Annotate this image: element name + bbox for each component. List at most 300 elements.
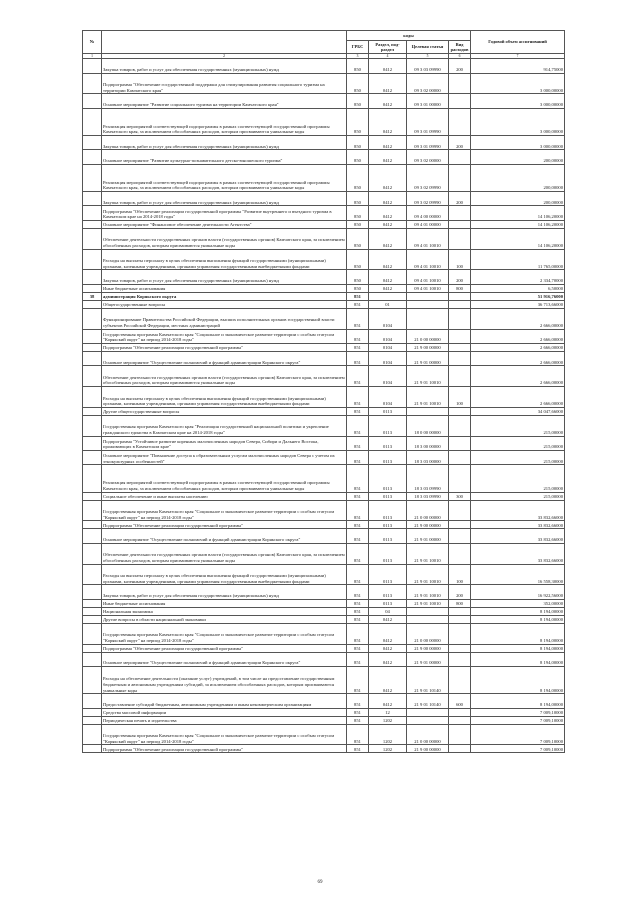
- table-row: [83, 135, 565, 149]
- row-amount: 11 765,00000: [471, 249, 565, 270]
- row-grbs: 851: [347, 694, 369, 708]
- table-row: [83, 206, 565, 220]
- row-target-article: 21 9 01 10010: [407, 543, 449, 564]
- row-expense-type: 200: [449, 191, 471, 205]
- row-name: Государственная программа Камчатского края "Социальное и экономическое развитие территории с особым статусом "Корякский округ" на период 2014-2018 годы": [102, 500, 347, 521]
- table-row: [83, 644, 565, 652]
- row-target-article: 09 3 01 09990: [407, 108, 449, 135]
- row-amount: 2 666,00000: [471, 366, 565, 387]
- row-number: [83, 343, 102, 351]
- row-number: [83, 667, 102, 694]
- row-grbs: 851: [347, 492, 369, 500]
- row-name: Подпрограмма "Обеспечение реализации государственной программы": [102, 521, 347, 529]
- row-razdel: 0412: [369, 249, 407, 270]
- row-target-article: 18 3 03 09990: [407, 465, 449, 492]
- row-number: [83, 249, 102, 270]
- table-row: [83, 329, 565, 343]
- row-expense-type: [449, 292, 471, 300]
- row-target-article: 09 3 01 09990: [407, 135, 449, 149]
- table-row: [83, 716, 565, 724]
- row-razdel: 0412: [369, 73, 407, 94]
- col-index: 7: [471, 54, 565, 59]
- table-row: [83, 249, 565, 270]
- row-expense-type: 200: [449, 270, 471, 284]
- row-grbs: 851: [347, 407, 369, 415]
- row-expense-type: 200: [449, 135, 471, 149]
- codes-header: коды: [347, 31, 471, 41]
- row-grbs: 851: [347, 387, 369, 408]
- row-target-article: 21 9 00 00000: [407, 745, 449, 753]
- row-amount: 34 047,66000: [471, 407, 565, 415]
- row-expense-type: [449, 529, 471, 543]
- row-name: Закупка товаров, работ и услуг для обеспечения государственных (муниципальных) нужд: [102, 585, 347, 599]
- table-row: [83, 529, 565, 543]
- row-name: Расходы на выплаты персоналу в целях обеспечения выполнения функций государственными (муниципальными) органами, казенными учреждениями, органами управления государственными внебюджетными фондами: [102, 249, 347, 270]
- row-name: Реализация мероприятий соответствующей подпрограммы в рамках соответствующей государственной программы Камчатского края, за исключением обособленных расходов, которым присваиваются уникальные коды: [102, 108, 347, 135]
- row-grbs: 851: [347, 500, 369, 521]
- row-grbs: 851: [347, 465, 369, 492]
- row-target-article: [407, 407, 449, 415]
- table-row: [83, 292, 565, 300]
- row-name: Государственная программа Камчатского края "Социальное и экономическое развитие территории с особым статусом "Корякский округ" на период 2014-2018 годы": [102, 623, 347, 644]
- row-number: [83, 150, 102, 164]
- row-grbs: 851: [347, 292, 369, 300]
- table-row: [83, 451, 565, 465]
- row-amount: 8 194,00000: [471, 652, 565, 666]
- row-grbs: 851: [347, 623, 369, 644]
- row-expense-type: [449, 724, 471, 745]
- row-razdel: 0412: [369, 615, 407, 623]
- row-grbs: 851: [347, 529, 369, 543]
- row-grbs: 850: [347, 73, 369, 94]
- row-expense-type: 800: [449, 284, 471, 292]
- row-target-article: 18 3 00 00000: [407, 436, 449, 450]
- table-row: [83, 366, 565, 387]
- row-name: Закупка товаров, работ и услуг для обеспечения государственных (муниципальных) нужд: [102, 270, 347, 284]
- row-target-article: [407, 308, 449, 329]
- row-name: Иные бюджетные ассигнования: [102, 284, 347, 292]
- row-target-article: [407, 300, 449, 308]
- row-grbs: 850: [347, 94, 369, 108]
- row-razdel: 0412: [369, 694, 407, 708]
- row-target-article: 09 4 01 10010: [407, 284, 449, 292]
- row-amount: 200,00000: [471, 150, 565, 164]
- row-target-article: 09 3 01 00000: [407, 94, 449, 108]
- table-row: [83, 415, 565, 436]
- row-expense-type: [449, 465, 471, 492]
- row-name: Основное мероприятие "Повышение доступа к образовательным услугам малочисленных народов Севера с учетом их этнокультурных особенностей": [102, 451, 347, 465]
- row-razdel: 0104: [369, 387, 407, 408]
- row-target-article: 18 3 03 00000: [407, 451, 449, 465]
- row-number: [83, 465, 102, 492]
- row-target-article: 21 0 00 00000: [407, 500, 449, 521]
- row-expense-type: 200: [449, 585, 471, 599]
- row-amount: 3 000,00000: [471, 135, 565, 149]
- row-expense-type: [449, 451, 471, 465]
- row-razdel: 0412: [369, 150, 407, 164]
- table-row: [83, 228, 565, 249]
- row-amount: 914,75000: [471, 59, 565, 73]
- row-razdel: 12: [369, 708, 407, 716]
- row-expense-type: [449, 366, 471, 387]
- row-grbs: 851: [347, 585, 369, 599]
- row-target-article: [407, 716, 449, 724]
- row-target-article: 09 4 01 00000: [407, 220, 449, 228]
- row-target-article: 21 9 01 00000: [407, 351, 449, 365]
- row-grbs: 851: [347, 521, 369, 529]
- table-row: [83, 351, 565, 365]
- row-expense-type: [449, 351, 471, 365]
- budget-table: [82, 30, 565, 753]
- row-target-article: 21 9 01 00000: [407, 652, 449, 666]
- row-grbs: 851: [347, 745, 369, 753]
- row-name: Периодическая печать и издательства: [102, 716, 347, 724]
- row-number: [83, 73, 102, 94]
- row-target-article: 21 0 00 00000: [407, 724, 449, 745]
- row-number: [83, 529, 102, 543]
- row-razdel: 0412: [369, 191, 407, 205]
- row-amount: 2 666,00000: [471, 387, 565, 408]
- row-number: [83, 564, 102, 585]
- row-expense-type: [449, 206, 471, 220]
- col-index: 3: [347, 54, 369, 59]
- row-expense-type: 800: [449, 599, 471, 607]
- row-number: [83, 694, 102, 708]
- row-name: Другие общегосударственные вопросы: [102, 407, 347, 415]
- row-razdel: 0412: [369, 220, 407, 228]
- row-amount: 6,50000: [471, 284, 565, 292]
- row-grbs: 850: [347, 150, 369, 164]
- row-expense-type: [449, 228, 471, 249]
- table-row: [83, 150, 565, 164]
- row-razdel: 0113: [369, 465, 407, 492]
- row-expense-type: [449, 652, 471, 666]
- row-number: [83, 366, 102, 387]
- row-name: Расходы на выплаты персоналу в целях обеспечения выполнения функций государственными (муниципальными) органами, казенными учреждениями, органами управления государственными внебюджетными фондами: [102, 387, 347, 408]
- row-number: [83, 308, 102, 329]
- col-sum-header: Годовой объем ассигнований: [471, 31, 565, 54]
- row-name: Государственная программа Камчатского края "Реализация государственной национальной политики и укрепление гражданского единства в Камчатском крае на 2014-2018 годы": [102, 415, 347, 436]
- row-amount: 2 666,00000: [471, 308, 565, 329]
- row-target-article: 21 9 01 10140: [407, 694, 449, 708]
- table-row: [83, 436, 565, 450]
- row-name: Обеспечение деятельности государственных органов власти (государственных органов) Камчатского края, за исключением обособленных расходов, которым присваиваются уникальные коды: [102, 543, 347, 564]
- row-expense-type: [449, 329, 471, 343]
- row-amount: 8 194,00000: [471, 615, 565, 623]
- row-target-article: 18 0 00 00000: [407, 415, 449, 436]
- row-expense-type: [449, 150, 471, 164]
- row-expense-type: [449, 667, 471, 694]
- row-number: 38: [83, 292, 102, 300]
- row-name: Государственная программа Камчатского края "Социальное и экономическое развитие территории с особым статусом "Корякский округ" на период 2014-2018 годы": [102, 329, 347, 343]
- row-number: [83, 228, 102, 249]
- row-grbs: 851: [347, 615, 369, 623]
- row-razdel: 0412: [369, 667, 407, 694]
- row-number: [83, 644, 102, 652]
- row-name: Предоставление субсидий бюджетным, автономным учреждениям и иным некоммерческим организациям: [102, 694, 347, 708]
- row-name: Закупка товаров, работ и услуг для обеспечения государственных (муниципальных) нужд: [102, 191, 347, 205]
- row-target-article: [407, 607, 449, 615]
- row-razdel: 0104: [369, 366, 407, 387]
- row-grbs: 851: [347, 564, 369, 585]
- row-number: [83, 300, 102, 308]
- row-razdel: 0412: [369, 652, 407, 666]
- row-name: Иные бюджетные ассигнования: [102, 599, 347, 607]
- col-razdel-header: Раздел, под-раздел: [369, 41, 407, 54]
- row-number: [83, 451, 102, 465]
- row-amount: 215,00000: [471, 436, 565, 450]
- row-expense-type: [449, 108, 471, 135]
- table-row: [83, 543, 565, 564]
- row-target-article: 09 3 02 09990: [407, 191, 449, 205]
- table-row: [83, 585, 565, 599]
- row-grbs: 850: [347, 59, 369, 73]
- table-row: [83, 623, 565, 644]
- row-amount: 352,00000: [471, 599, 565, 607]
- row-expense-type: [449, 521, 471, 529]
- row-razdel: 1202: [369, 745, 407, 753]
- col-index: 5: [407, 54, 449, 59]
- col-index: 6: [449, 54, 471, 59]
- row-name: Основное мероприятие "Осуществление полномочий и функций администрации Корякского округа": [102, 652, 347, 666]
- row-amount: 33 832,66000: [471, 529, 565, 543]
- row-amount: 33 832,66000: [471, 543, 565, 564]
- row-razdel: 0412: [369, 270, 407, 284]
- row-target-article: 21 9 01 10010: [407, 585, 449, 599]
- row-razdel: 0104: [369, 329, 407, 343]
- row-amount: 200,00000: [471, 191, 565, 205]
- row-number: [83, 745, 102, 753]
- row-name: Основное мероприятие "Развитие культурно-познавательного детско-юношеского туризма": [102, 150, 347, 164]
- page-number: 69: [317, 880, 323, 885]
- row-grbs: 851: [347, 599, 369, 607]
- row-razdel: 0412: [369, 206, 407, 220]
- row-amount: 2 334,70000: [471, 270, 565, 284]
- row-amount: 3 000,00000: [471, 73, 565, 94]
- row-amount: 33 832,66000: [471, 521, 565, 529]
- row-number: [83, 387, 102, 408]
- row-number: [83, 329, 102, 343]
- row-razdel: 0113: [369, 543, 407, 564]
- row-razdel: 1202: [369, 716, 407, 724]
- row-target-article: 21 9 01 10010: [407, 366, 449, 387]
- row-target-article: 21 9 01 10010: [407, 387, 449, 408]
- row-grbs: 850: [347, 206, 369, 220]
- row-amount: 14 106,20000: [471, 228, 565, 249]
- col-grbs-header: ГРБС: [347, 41, 369, 54]
- row-grbs: 851: [347, 343, 369, 351]
- table-row: [83, 745, 565, 753]
- row-grbs: 851: [347, 436, 369, 450]
- row-target-article: 21 9 00 00000: [407, 644, 449, 652]
- row-razdel: 0104: [369, 343, 407, 351]
- table-row: [83, 284, 565, 292]
- row-amount: 3 000,00000: [471, 108, 565, 135]
- row-amount: 2 666,00000: [471, 351, 565, 365]
- table-row: [83, 615, 565, 623]
- row-name: Подпрограмма "Обеспечение реализации государственной программы": [102, 644, 347, 652]
- row-name: Основное мероприятие "Осуществление полномочий и функций администрации Корякского округа": [102, 529, 347, 543]
- row-target-article: 21 9 00 00000: [407, 521, 449, 529]
- col-index: 1: [83, 54, 102, 59]
- row-target-article: 09 4 01 10010: [407, 249, 449, 270]
- row-razdel: 0113: [369, 529, 407, 543]
- row-amount: 14 106,20000: [471, 206, 565, 220]
- row-razdel: [369, 292, 407, 300]
- row-name: Государственная программа Камчатского края "Социальное и экономическое развитие территории с особым статусом "Корякский округ" на период 2014-2018 годы": [102, 724, 347, 745]
- row-amount: 8 194,00000: [471, 607, 565, 615]
- row-amount: 33 832,66000: [471, 500, 565, 521]
- row-grbs: 850: [347, 135, 369, 149]
- table-row: [83, 59, 565, 73]
- row-expense-type: [449, 415, 471, 436]
- table-row: [83, 724, 565, 745]
- table-row: [83, 607, 565, 615]
- table-row: [83, 667, 565, 694]
- row-name: Подпрограмма "Обеспечение реализации государственной программы": [102, 343, 347, 351]
- table-row: [83, 220, 565, 228]
- table-row: [83, 599, 565, 607]
- row-amount: 200,00000: [471, 164, 565, 191]
- row-expense-type: [449, 644, 471, 652]
- row-name: Обеспечение деятельности государственных органов власти (государственных органов) Камчатского края, за исключением обособленных расходов, которым присваиваются уникальные коды: [102, 366, 347, 387]
- row-name: Реализация мероприятий соответствующей подпрограммы в рамках соответствующей государственной программы Камчатского края, за исключением обособленных расходов, которым присваиваются уникальные коды: [102, 164, 347, 191]
- row-razdel: 0113: [369, 564, 407, 585]
- row-razdel: 0113: [369, 451, 407, 465]
- table-row: [83, 108, 565, 135]
- row-number: [83, 615, 102, 623]
- row-razdel: 0412: [369, 284, 407, 292]
- row-grbs: 851: [347, 652, 369, 666]
- row-grbs: 851: [347, 308, 369, 329]
- table-row: [83, 652, 565, 666]
- row-target-article: 09 3 03 09990: [407, 59, 449, 73]
- row-expense-type: 300: [449, 492, 471, 500]
- row-number: [83, 652, 102, 666]
- row-number: [83, 270, 102, 284]
- col-cs-header: Целевая статья: [407, 41, 449, 54]
- row-name: Обеспечение деятельности государственных органов власти (государственных органов) Камчатского края, за исключением обособленных расходов, которым присваиваются уникальные коды: [102, 228, 347, 249]
- row-expense-type: [449, 94, 471, 108]
- row-expense-type: [449, 164, 471, 191]
- row-expense-type: [449, 745, 471, 753]
- row-expense-type: [449, 407, 471, 415]
- row-grbs: 851: [347, 351, 369, 365]
- row-number: [83, 94, 102, 108]
- row-number: [83, 436, 102, 450]
- row-expense-type: [449, 615, 471, 623]
- row-number: [83, 59, 102, 73]
- row-number: [83, 585, 102, 599]
- row-grbs: 850: [347, 228, 369, 249]
- row-razdel: 0412: [369, 59, 407, 73]
- row-razdel: 0412: [369, 108, 407, 135]
- row-name: Закупка товаров, работ и услуг для обеспечения государственных (муниципальных) нужд: [102, 59, 347, 73]
- row-grbs: 850: [347, 270, 369, 284]
- row-target-article: [407, 615, 449, 623]
- row-amount: 36 713,66000: [471, 300, 565, 308]
- row-grbs: 851: [347, 667, 369, 694]
- row-target-article: 21 9 01 10010: [407, 564, 449, 585]
- row-razdel: 0412: [369, 644, 407, 652]
- col-number-header: №: [83, 31, 102, 54]
- row-name: Общегосударственные вопросы: [102, 300, 347, 308]
- row-grbs: 850: [347, 191, 369, 205]
- row-razdel: 1202: [369, 724, 407, 745]
- row-number: [83, 206, 102, 220]
- row-number: [83, 500, 102, 521]
- table-row: [83, 343, 565, 351]
- row-expense-type: 100: [449, 249, 471, 270]
- row-grbs: 850: [347, 220, 369, 228]
- row-razdel: 0113: [369, 521, 407, 529]
- row-name: Расходы на обеспечение деятельности (оказание услуг) учреждений, в том числе на предоставление государственным бюджетным и автономным учреждениям субсидий, за исключением обособленных расходов, которым присваиваются уникальные коды: [102, 667, 347, 694]
- row-number: [83, 724, 102, 745]
- row-number: [83, 164, 102, 191]
- row-razdel: 0104: [369, 351, 407, 365]
- row-grbs: 851: [347, 300, 369, 308]
- row-expense-type: [449, 623, 471, 644]
- row-expense-type: [449, 607, 471, 615]
- row-number: [83, 543, 102, 564]
- row-name: Подпрограмма "Обеспечение реализации государственной программы": [102, 745, 347, 753]
- row-razdel: 0113: [369, 415, 407, 436]
- row-target-article: 09 4 00 00000: [407, 206, 449, 220]
- row-name: Национальная экономика: [102, 607, 347, 615]
- row-target-article: 18 3 03 09990: [407, 492, 449, 500]
- row-name: Подпрограмма "Обеспечение государственной поддержки для стимулирования развития социального туризма на территории Камчатского края": [102, 73, 347, 94]
- row-number: [83, 623, 102, 644]
- row-grbs: 851: [347, 451, 369, 465]
- row-razdel: 0412: [369, 164, 407, 191]
- row-razdel: 0412: [369, 228, 407, 249]
- row-amount: 8 194,00000: [471, 623, 565, 644]
- row-name: Подпрограмма "Устойчивое развитие коренных малочисленных народов Севера, Сибири и Дальнего Востока, проживающих в Камчатском крае": [102, 436, 347, 450]
- row-number: [83, 492, 102, 500]
- row-grbs: 850: [347, 284, 369, 292]
- row-amount: 8 194,00000: [471, 694, 565, 708]
- row-target-article: 09 3 02 00000: [407, 73, 449, 94]
- row-amount: 7 009,10000: [471, 724, 565, 745]
- col-index: 4: [369, 54, 407, 59]
- row-grbs: 850: [347, 164, 369, 191]
- table-row: [83, 492, 565, 500]
- row-name: Социальное обеспечение и иные выплаты населению: [102, 492, 347, 500]
- row-number: [83, 191, 102, 205]
- row-razdel: 04: [369, 607, 407, 615]
- row-expense-type: [449, 220, 471, 228]
- row-target-article: 21 9 01 10140: [407, 667, 449, 694]
- table-row: [83, 387, 565, 408]
- row-razdel: 0113: [369, 500, 407, 521]
- row-expense-type: [449, 716, 471, 724]
- row-expense-type: 600: [449, 694, 471, 708]
- row-target-article: [407, 708, 449, 716]
- row-name: Основное мероприятие "Осуществление полномочий и функций администрации Корякского округа": [102, 351, 347, 365]
- table-row: [83, 500, 565, 521]
- row-number: [83, 108, 102, 135]
- row-target-article: 09 3 02 09990: [407, 164, 449, 191]
- row-amount: 8 194,00000: [471, 667, 565, 694]
- row-grbs: 851: [347, 543, 369, 564]
- row-expense-type: [449, 543, 471, 564]
- row-number: [83, 135, 102, 149]
- table-body: [83, 59, 565, 753]
- row-amount: 215,00000: [471, 465, 565, 492]
- row-expense-type: [449, 308, 471, 329]
- row-amount: 2 666,00000: [471, 343, 565, 351]
- col-name-header: [102, 31, 347, 54]
